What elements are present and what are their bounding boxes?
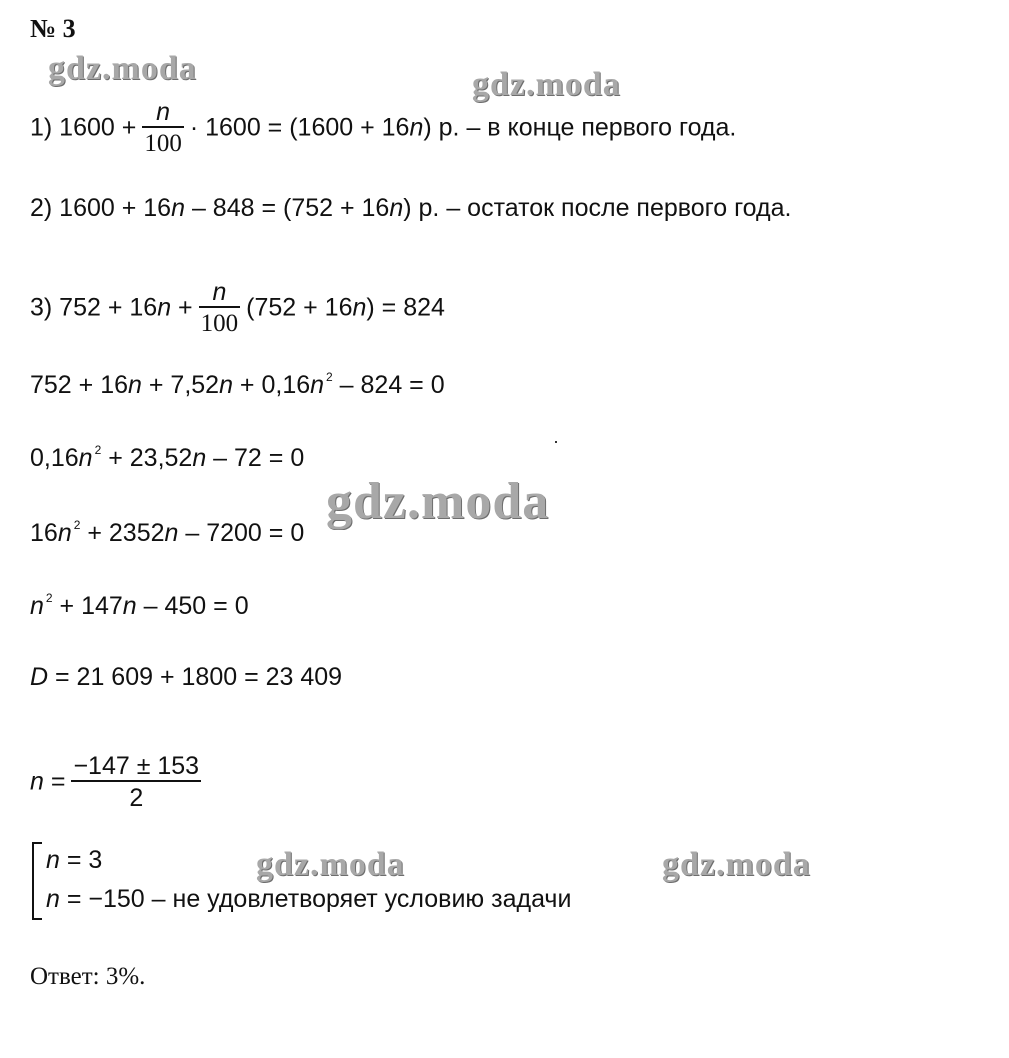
text: + 2352 xyxy=(80,519,165,547)
fraction-denominator: 100 xyxy=(144,129,182,157)
variable: n xyxy=(122,592,137,620)
system-line-1 xyxy=(46,845,102,875)
variable: n xyxy=(128,371,142,399)
text: · 1600 = (1600 + 16 xyxy=(189,113,410,142)
speck xyxy=(555,441,557,443)
text: 16 xyxy=(30,519,58,547)
note: – не удовлетворяет условию задачи xyxy=(144,885,572,913)
equation-line-6 xyxy=(30,518,304,552)
variable: n xyxy=(219,371,233,399)
text: ) р. – в конце первого года. xyxy=(423,113,737,142)
answer-line: Ответ: 3%. xyxy=(30,963,146,990)
variable: n xyxy=(389,194,404,222)
equation-line-4 xyxy=(30,370,445,404)
text: – 72 = 0 xyxy=(206,444,305,472)
variable: D xyxy=(30,663,49,691)
exponent: 2 xyxy=(45,591,53,605)
text: + xyxy=(171,293,193,322)
text: ) р. – остаток после первого года. xyxy=(403,194,792,222)
exponent: 2 xyxy=(326,370,333,384)
text: = −150 xyxy=(59,885,145,913)
watermark: gdz.moda xyxy=(256,846,405,883)
fraction-numerator: n xyxy=(212,278,227,306)
variable: n xyxy=(46,846,60,874)
variable: n xyxy=(157,293,172,322)
text: 3) 752 + 16 xyxy=(30,293,158,322)
text: = 3 xyxy=(59,846,103,874)
watermark: gdz.moda xyxy=(48,50,197,87)
watermark: gdz.moda xyxy=(662,846,811,883)
exponent: 2 xyxy=(73,518,81,532)
text: + 0,16 xyxy=(232,371,311,399)
text: + 147 xyxy=(52,592,123,620)
fraction xyxy=(142,98,184,160)
variable: n xyxy=(352,293,367,322)
text: (752 + 16 xyxy=(246,293,353,322)
watermark: gdz.moda xyxy=(472,66,621,103)
text: – 450 = 0 xyxy=(136,592,249,620)
variable: n xyxy=(171,194,185,222)
variable: n xyxy=(57,519,72,547)
text: 0,16 xyxy=(30,444,79,472)
variable: n xyxy=(30,592,44,620)
equation-line-8 xyxy=(30,662,342,692)
text: + 7,52 xyxy=(141,371,220,399)
watermark: gdz.moda xyxy=(326,473,550,530)
text: – 848 = (752 + 16 xyxy=(185,194,390,222)
equation-line-9 xyxy=(30,752,207,814)
equation-line-3 xyxy=(30,278,445,340)
equation-line-2 xyxy=(30,193,791,223)
variable: n xyxy=(164,519,179,547)
system-line-2 xyxy=(46,884,571,914)
exponent: 2 xyxy=(94,443,102,457)
equation-line-5 xyxy=(30,443,304,477)
variable: n xyxy=(409,113,424,142)
variable: n xyxy=(30,767,44,796)
text: – 824 = 0 xyxy=(332,371,445,399)
fraction-numerator: n xyxy=(156,98,171,126)
variable: n xyxy=(310,371,325,399)
variable: n xyxy=(78,444,93,472)
equation-line-1 xyxy=(30,98,736,160)
variable: n xyxy=(46,885,60,913)
variable: n xyxy=(192,444,207,472)
fraction-numerator: −147 ± 153 xyxy=(73,752,200,780)
equation-line-7 xyxy=(30,591,249,625)
text: = 21 609 + 1800 = 23 409 xyxy=(48,663,343,691)
text: + 23,52 xyxy=(101,444,193,472)
fraction-denominator: 100 xyxy=(200,309,239,337)
fraction xyxy=(71,752,201,814)
text: – 7200 = 0 xyxy=(178,519,305,547)
problem-number: № 3 xyxy=(30,14,76,43)
text: 752 + 16 xyxy=(30,371,129,399)
text: 1) 1600 + xyxy=(30,113,137,142)
text: = xyxy=(43,767,66,796)
fraction-denominator: 2 xyxy=(129,783,144,812)
system-bracket xyxy=(32,842,42,920)
text: ) = 824 xyxy=(366,293,445,322)
fraction xyxy=(199,278,241,340)
text: 2) 1600 + 16 xyxy=(30,194,172,222)
